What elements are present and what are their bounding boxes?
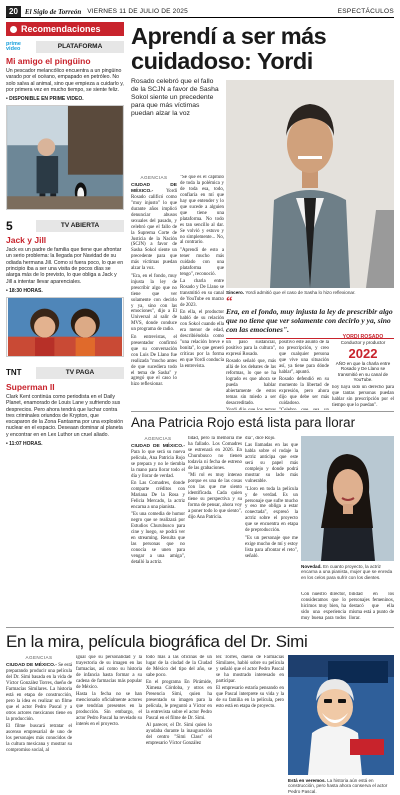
- article2-column-2: [188, 436, 242, 621]
- paragraph: Rosado señaló que, más allá de los debates de las reformas, lo que se ha logrado es que ahora se pueda hablar abiertamente de estos temas sin miedo a ser desacreditado.: [226, 359, 276, 407]
- item-title: Mi amigo el pingüino: [6, 56, 91, 66]
- issue-date: VIERNES 11 DE JULIO DE 2025: [87, 8, 188, 15]
- agency-label: AGENCIAS: [25, 655, 53, 660]
- paragraph: "Es una comedia de humor negro que se realizará por Estudios Churubusco para cine y luego, se podrá ver en streaming. Resulta que las personas que no conocía se unen para vengar a una amiga", detalló la actriz.: [131, 512, 185, 566]
- paragraph: tidad, pero la memoria me ha fallado. Los Comadres se estrenará en 2026. En Churubusco no tienen todavía ni fecha de estreno de las grabaciones.: [188, 436, 242, 471]
- platform-label: TV ABIERTA: [36, 220, 124, 232]
- article2-column-4: [301, 592, 346, 622]
- paragraph: En entrevistas, el presentador confirmó que su conversación con Luis De Llano fue realizada "mucho antes de que sucediera todo el tema de Sasha" y agregó que el caso lo hizo reflexionar.: [131, 334, 177, 388]
- paragraph: "Aprendí de esto a tener mucho más cuidado con una plataforma que tengo", reconoció.: [180, 247, 224, 277]
- paragraph: hoy haya sido un derecho para que tantas personas puedan hablar sin prescripción por el tiempo que lo puedan".: [332, 385, 394, 408]
- paragraph: "Lloro en toda la película y de verdad. Es un personaje que sufre mucho y eso me obliga a estar conectada", expresó la actriz sobre el proyecto que se encuentra en etapa de preproducción.: [245, 486, 298, 534]
- platform-row-1: [6, 40, 124, 54]
- paragraph: "Era, en el fondo, muy injusta la ley de prescribir algo que no tiene que ver solamente con decirlo y ya, sino con las emociones", dijo a El Universal al salir de MVS, donde conduce un programa de radio.: [131, 273, 177, 333]
- paragraph: igual que su personalidad y la trayectoria de su imagen en las farmacias, así como su historia de infancia hasta formar a su cadena de farmacias más popular de México.: [76, 655, 142, 690]
- item-availability: • 11:07 HORAS.: [6, 441, 43, 448]
- paragraph: un paso sustancial, positivo para la cultura", expresó Rosado.: [226, 340, 276, 357]
- paragraph: Rosado defendió en su momento la libertad de expresión, pero ahora dijo que debe ser más cuidadoso.: [279, 377, 329, 407]
- quote-author-role: Conductor y productor: [340, 340, 386, 345]
- paragraph: CIUDAD DE MÉXICO.- Para lo que será su nueva película, Ana Patricia Rojo se prepara y no le tiembla la mano para llorar todo el día y llorar de verdad.: [131, 443, 185, 479]
- paragraph: dia", dice Rojo.: [245, 436, 276, 441]
- paragraph: CIUDAD DE MÉXICO.- Se está preparando producir una película del Dr. Simi basada en la vida de Víctor González Torres, dueño de Farmacias Similares. La historia está en etapa de construcción, pero la idea es realizar un filme que el actor Pedro Pascal y a otros actores mexicanos tiene en la producción.: [6, 662, 72, 722]
- masthead: El Siglo de Torreón: [24, 7, 82, 16]
- article3-column-2: [76, 655, 142, 790]
- article3-column-3: [146, 655, 212, 790]
- prime-video-logo: prime video: [6, 40, 21, 52]
- article-deck: Rosado celebró que el fallo de la SCJN a favor de Sasha Sokol siente un precedente para que más víctimas puedan alzar la voz: [131, 78, 219, 118]
- tnt-logo: TNT: [6, 368, 22, 378]
- item-body: Un pescador melancólico encuentra a un pingüino varado por el océano, empapado en petróleo. No solo salva al animal, sino que empieza a cuidarlo y, por primera vez en mucho tiempo, se siente feliz.: [6, 68, 124, 93]
- quote-mark-icon: “: [226, 293, 233, 308]
- yordi-rosado-photo: [226, 80, 394, 288]
- agency-label: AGENCIAS: [140, 175, 168, 180]
- fact-year: 2022: [348, 346, 378, 361]
- platform-label: TV PAGA: [36, 367, 124, 379]
- penguin-movie-image: [6, 105, 124, 210]
- quote-text: Era, en el fondo, muy injusta la ley de prescribir algo que no tiene que ver solamente con decirlo y ya, sino con las emociones".: [226, 307, 393, 334]
- main-headline: Aprendí a ser más cuidadoso: Yordi: [131, 23, 327, 74]
- paragraph: lez Torres, dueño de Farmacias Similares, habló sobre su película y señaló que el actor Pedro Pascal se ha mostrado interesado en participar.: [216, 655, 284, 684]
- paragraph: En Las Comadres, donde comparte créditos con Mariana De la Rosa y Felicia Mercado, la actriz encarna a una pianista.: [131, 481, 185, 510]
- paragraph: CIUDAD DE MÉXICO.- Yordi Rosado calificó como "muy injusto" lo que durante años implicó denunciar abusos sexuales del pasado, y celebró que el fallo de la Suprema Corte de Justicia de la Nación (SCJN) a favor de Sasha Sokol siente un precedente para que más víctimas puedan alzar la voz.: [131, 182, 177, 272]
- fact-text: AÑO en que la charla entre Rosado y De Llano se transmitió en su canal de YouTube.: [335, 361, 391, 382]
- ana-patricia-rojo-photo: [301, 436, 394, 561]
- platform-label: PLATAFORMA: [36, 41, 124, 53]
- jack-and-jill-image: [6, 297, 124, 357]
- paragraph: En el programa En Pirámide, Ximena Córdoba, y otros en Presencia Simi, quien ha presentado su imagen para la película, le preguntó a Víctor en la entrevista sobre el actor Pedro Pascal en el filme de Dr. Simi.: [146, 680, 212, 722]
- channel-5-logo: 5: [6, 219, 13, 234]
- paragraph: "Sé que es el capítulo de toda la polémica y de toda esa, todo, confiaría en mí que hay que entender y lo que sucede a alguien que tiene una plataforma. No todo es tan sencillo al dar. Se volvió y estuvo y no simplemente... No, al contrario.: [180, 175, 224, 246]
- photo-caption: Sincero. Yordi admitió que el caso de Sasha lo hizo reflexionar.: [226, 290, 356, 295]
- article-column-2: [180, 175, 224, 407]
- article-column-3: [226, 340, 276, 410]
- article2-column-3: [245, 436, 298, 621]
- photo3-caption: Está en veremos. La historia aún está en construcción, pero hasta ahora conserva el actor Pedro Pascal.: [288, 778, 388, 794]
- paragraph: El empresario estaría pensando en que Pascal interprete su vida y la de su familia en la película, pero esto está en etapa de proyecto.: [216, 686, 284, 710]
- section-name: ESPECTÁCULOS: [337, 8, 394, 15]
- item-body: Clark Kent continúa como periodista en el Daily Planet, enamorado de Louis Lane y sufriendo sus desprecios. Pero ahora tendrá que luchar contra tres criminales oriundos de Krypton, que escaparon de la Zona Fantasma por una explosión nuclear en el espacio. Deseaan dominar al planeta y encontrar en en Lex Luthor un cruel aliado.: [6, 393, 124, 438]
- platform-row-3: [6, 366, 124, 380]
- paragraph: [226, 408, 276, 410]
- item-availability: • DISPONIBLE EN PRIME VIDEO.: [6, 96, 84, 103]
- recommendations-bar: [6, 22, 124, 36]
- paragraph: En ella, el productor habló de su relación con Sokol cuando ella era menor de edad, describiéndola como "una relación breve e bonita", lo que generó críticas por la forma en que Yordi conducía la entrevista.: [180, 310, 224, 370]
- fact-box: [332, 334, 394, 382]
- paragraph: Con nuestro director, consideramos que lo hicimos muy bien, ha sido una experiencia muy buena para todos: [301, 592, 346, 621]
- article-column-5: [332, 385, 394, 410]
- paragraph: todo más a las oficinas de un lugar de la ciudad de la Ciudad de México del tipo del año, se sabe poco.: [146, 655, 212, 678]
- article2-headline: Ana Patricia Rojo está lista para llorar: [131, 415, 356, 430]
- article-column-1: [131, 175, 177, 407]
- pull-quote: [226, 293, 394, 339]
- page-header: [6, 6, 394, 18]
- article3-column-4: [216, 655, 284, 790]
- article3-column-1: [6, 655, 72, 790]
- section-divider: [131, 411, 394, 412]
- paragraph: bilidad en los personajes femeninos, destacó que ella misma está a punto de llorar.: [349, 592, 394, 621]
- dateline: CIUDAD DE MÉXICO.-: [131, 182, 177, 194]
- paragraph: "Es un personaje que me exige mucho de mí y estoy lista para afrontar el reto", señaló.: [245, 535, 298, 559]
- agency-label: AGENCIAS: [144, 436, 172, 441]
- section-divider: [6, 627, 394, 628]
- item-title: Superman II: [6, 381, 55, 392]
- paragraph: La charla entre Rosado y De Llano se transmitió en su canal de YouTube en marzo de 2023.: [180, 279, 224, 309]
- bullet-icon: [10, 26, 17, 33]
- paragraph: positivo este asunto de la no prescripción, y creo que cualquier persona que vive una situación así, ya tiene para dónde hablar", apuntó.: [279, 340, 329, 375]
- paragraph: [279, 408, 329, 410]
- paragraph: "Mi rol es muy intenso porque es una de las cosas con las que me siento identificada. Cada quien tiene su perspectiva y su forma de pensar, ahora voy a poner todo lo que siento", dijo Ana Patricia.: [188, 473, 242, 520]
- page-number: 20: [6, 6, 21, 17]
- item-title: Jack y Jill: [6, 235, 47, 246]
- dr-simi-photo: [288, 655, 394, 775]
- recommendations-column: [6, 22, 124, 447]
- article2-column-5: [349, 592, 394, 622]
- paragraph: El filme buscará retratar el ascenso empresarial de uno de los personajes más conocidos de la cultura mexicana y mostrar su compromiso social, al: [6, 723, 72, 753]
- article3-headline: En la mira, película biográfica del Dr. Simi: [6, 632, 308, 651]
- item-body: Jack es un padre de familia que tiene que afrontar un serio problema: la llegada por Navidad de su odiada hermana Jill. Como si fuera poco, lo que en principio iba a ser una visita de pocos días se alarga más de lo previsto, lo que obliga a Jack y Jill a intentar llevar aparenciales.: [6, 247, 124, 285]
- item-availability: • 18:30 HORAS.: [6, 287, 43, 294]
- paragraph: Hasta la fecha no se han mencionado oficialmente actores que tendrían presentes en la producción. Sin embargo, el actor Pedro Pascal ha revelado su interés en el proyecto.: [76, 692, 142, 727]
- article-column-4: [279, 340, 329, 410]
- photo2-caption: Novedad. En cuanto proyecto, la actriz encarna a una pianista, mujer que se enreda en los celos para sufrir con los dientes.: [301, 564, 393, 580]
- recommendations-title: Recomendaciones: [21, 24, 101, 34]
- quote-author: YORDI ROSADO: [342, 334, 384, 340]
- paragraph: Las llamadas en las que habla sobre el rodaje la actriz anticipa que este será su papel más complejo y donde podrá mostrar su lado más vulnerable.: [245, 443, 298, 485]
- platform-row-2: [6, 219, 124, 233]
- paragraph: Al parecer, el Dr. Simi quien lo ayudaba durante la inauguración del centro "Simi Class" el empresario Víctor González: [146, 723, 212, 747]
- article2-column-1: [131, 436, 185, 621]
